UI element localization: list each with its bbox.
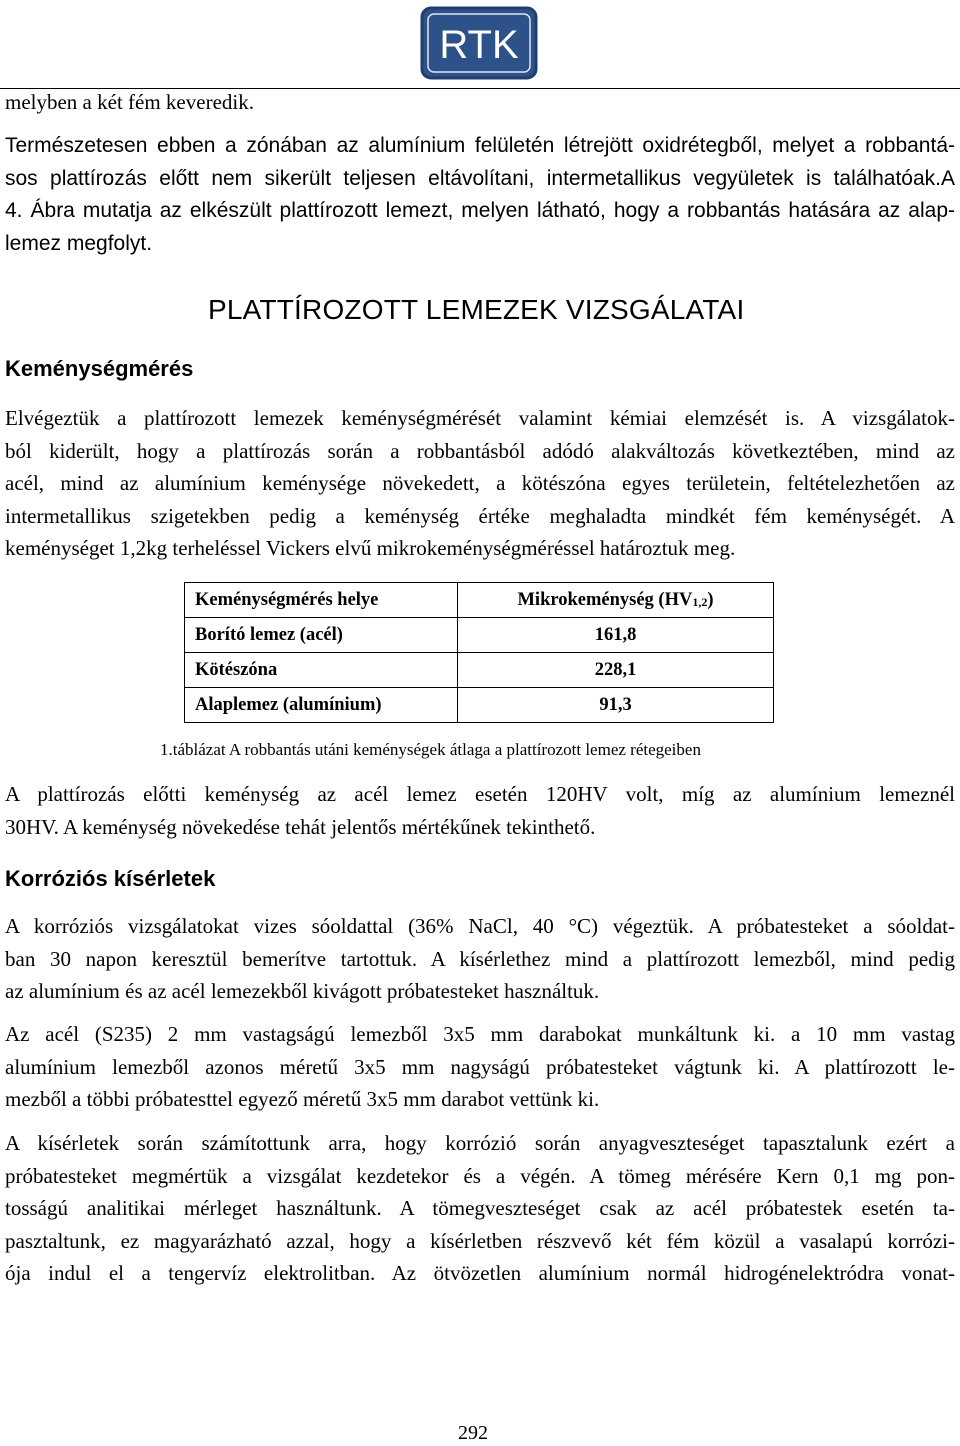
text-line: A kísérletek során számítottunk arra, hogy korrózió során anyagveszteséget tapasztalunk ezért a <box>5 1131 955 1155</box>
paragraph-hardness <box>5 402 955 565</box>
rtk-logo <box>420 6 538 80</box>
table-cell-value: 161,8 <box>458 618 774 653</box>
text-line: ója indul el a tengervíz elektrolitban. Az ötvözetlen alumínium normál hidrogénelektródra vonat- <box>5 1261 955 1285</box>
paragraph-specimens <box>5 1018 955 1116</box>
text-line: Természetesen ebben a zónában az alumínium felületén létrejött oxidrétegből, melyet a robbantá- <box>5 134 955 157</box>
text-line: alumínium lemezből azonos méretű 3x5 mm nagyságú próbatesteket vágtunk ki. A plattírozott le- <box>5 1054 955 1079</box>
text-line: keménységet 1,2kg terheléssel Vickers elvű mikrokeménységméréssel határoztuk meg. <box>5 536 736 560</box>
logo-text: RTK <box>439 23 519 67</box>
text-line: Elvégeztük a plattírozott lemezek keménységmérését valamint kémiai elemzését is. A vizsgálatok- <box>5 406 955 430</box>
text-line: próbatesteket megmértük a vizsgálat kezdetekor és a végén. A tömeg mérésére Kern 0,1 mg pon- <box>5 1163 955 1188</box>
text-line: lemez megfolyt. <box>5 231 153 255</box>
paragraph-intro <box>5 86 955 119</box>
table-row <box>185 653 774 688</box>
table-cell-location: Kötészóna <box>185 653 458 688</box>
table-header-cell: Keménységmérés helye <box>185 583 458 618</box>
text-line: Az acél (S235) 2 mm vastagságú lemezből 3x5 mm darabokat munkáltunk ki. a 10 mm vastag <box>5 1022 955 1046</box>
heading-hardness: Keménységmérés <box>5 356 194 381</box>
text-line: sos plattírozás előtt nem sikerült teljesen eltávolítani, intermetallikus vegyületek is találhatóak.A <box>5 166 955 190</box>
text-line: ban 30 napon keresztül bemerítve tartottuk. A kísérlethez mind a plattírozott lemezből, mind pedig <box>5 946 955 971</box>
header-text-end: ) <box>707 589 714 610</box>
table-cell-location: Alaplemez (alumínium) <box>185 688 458 723</box>
header-text: Mikrokeménység (HV <box>517 589 693 610</box>
table-cell-value: 91,3 <box>458 688 774 723</box>
heading-corrosion: Korróziós kísérletek <box>5 866 216 891</box>
text-line: tosságú analitikai mérleget használtunk. A tömegveszteséget csak az acél próbatestek esetén ta- <box>5 1196 955 1220</box>
paragraph-oxide-layer <box>5 130 955 260</box>
paragraph-hardness-before <box>5 778 955 843</box>
text-line: az alumínium és az acél lemezekből kivágott próbatesteket használtuk. <box>5 979 600 1003</box>
paragraph-corrosion-setup <box>5 910 955 1008</box>
text-line: melyben a két fém keveredik. <box>5 90 254 114</box>
hardness-table <box>184 582 774 723</box>
table-header-cell <box>458 583 774 618</box>
text-line: A plattírozás előtti keménység az acél lemez esetén 120HV volt, míg az alumínium lemeznél <box>5 782 955 806</box>
section-title: PLATTÍROZOTT LEMEZEK VIZSGÁLATAI <box>208 294 745 325</box>
table-row <box>185 618 774 653</box>
text-line: ból kiderült, hogy a plattírozás során a robbantásból adódó alakváltozás következtében, mind az <box>5 438 955 463</box>
paragraph-mass-loss <box>5 1127 955 1290</box>
text-line: A korróziós vizsgálatokat vizes sóoldattal (36% NaCl, 40 °C) végeztük. A próbatesteket a sóoldat- <box>5 914 955 938</box>
table-cell-value: 228,1 <box>458 653 774 688</box>
table-header-row <box>185 583 774 618</box>
text-line: 30HV. A keménység növekedése tehát jelentős mértékűnek tekinthető. <box>5 814 596 839</box>
text-line: intermetallikus szigetekben pedig a keménység értéke meghaladta mindkét fém keménységét. A <box>5 503 955 528</box>
table-row <box>185 688 774 723</box>
text-line: pasztaltunk, ez magyarázható azzal, hogy a kísérletben részvevő két fém közül a vasalapú korrózi- <box>5 1228 955 1253</box>
header-subscript: 1,2 <box>692 594 708 609</box>
text-line: acél, mind az alumínium keménysége növekedett, a kötészóna egyes területein, feltételezhetően az <box>5 471 955 495</box>
text-line: 4. Ábra mutatja az elkészült plattírozott lemezt, melyen látható, hogy a robbantás hatására az alap- <box>5 199 955 222</box>
table-cell-location: Borító lemez (acél) <box>185 618 458 653</box>
page-number: 292 <box>458 1422 488 1444</box>
text-line: mezből a többi próbatesttel egyező méretű 3x5 mm darabot vettünk ki. <box>5 1087 600 1111</box>
table-caption: 1.táblázat A robbantás utáni keménységek átlaga a plattírozott lemez rétegeiben <box>160 740 701 759</box>
